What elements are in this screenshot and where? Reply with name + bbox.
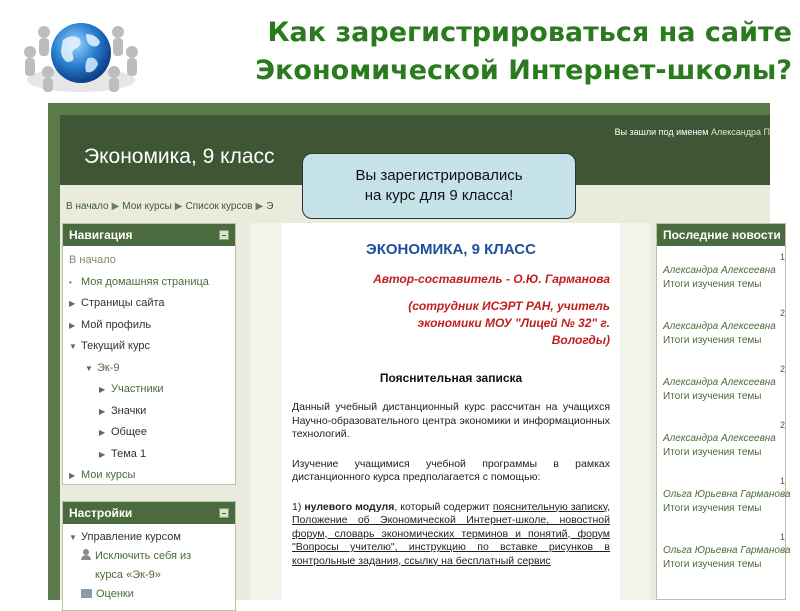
- paragraph-3-number: 1): [292, 500, 305, 513]
- person-icon: [81, 549, 91, 560]
- nav-item-label: Мои курсы: [81, 469, 136, 481]
- bullet-icon: •: [69, 277, 72, 287]
- news-link[interactable]: Итоги изучения темы: [663, 559, 762, 570]
- settings-block: [62, 501, 236, 611]
- news-item: [663, 414, 785, 470]
- nav-item-label: Тема 1: [111, 447, 147, 460]
- author-affiliation: [292, 298, 610, 349]
- settings-list: [63, 524, 235, 608]
- expand-arrow-icon: ▶: [99, 428, 106, 437]
- nav-item-my-home-page[interactable]: [69, 272, 229, 294]
- news-item: [663, 358, 785, 414]
- nav-item-label: Значки: [111, 404, 147, 417]
- paragraph-3-link[interactable]: пояснительную записку, Положение об Экономической Интернет-школе, новостной форум, словарь экономических терминов и понятий, форум "Вопросы учителю", инструкцию по вставке рисунков в контрольные задания, ссылку на бесплатный сервис: [292, 500, 610, 567]
- news-date: 1: [779, 252, 785, 262]
- nav-item-label: В начало: [69, 254, 116, 266]
- settings-item-grades[interactable]: [69, 585, 229, 604]
- settings-item-unenrol-cont[interactable]: [69, 566, 229, 585]
- expand-arrow-icon: ▶: [99, 406, 106, 416]
- news-date: 1: [779, 476, 785, 486]
- settings-item-label: Управление курсом: [81, 531, 181, 543]
- paragraph-1: Данный учебный дистанционный курс рассчитан на учащихся Научно-образовательного центра экономики и информационных технологий.: [292, 401, 610, 440]
- navigation-list: [63, 246, 235, 491]
- grades-icon: [81, 589, 92, 598]
- breadcrumb-separator-icon: ▶: [111, 201, 120, 212]
- nav-item-general[interactable]: [69, 422, 229, 444]
- news-link[interactable]: Итоги изучения темы: [663, 279, 762, 290]
- callout-line1: Вы зарегистрировались: [355, 167, 523, 184]
- slide-title: [152, 14, 792, 90]
- recent-news-header: Последние новости: [657, 224, 785, 246]
- breadcrumb-home[interactable]: В начало: [66, 201, 109, 212]
- navigation-block-header: [63, 224, 235, 246]
- nav-item-badges[interactable]: [69, 401, 229, 423]
- expand-arrow-icon: ▶: [99, 385, 106, 394]
- settings-item-unenrol[interactable]: [69, 547, 229, 566]
- news-link[interactable]: Итоги изучения темы: [663, 447, 762, 458]
- nav-item-label: Общее: [111, 426, 148, 438]
- settings-item-course-admin[interactable]: [69, 528, 229, 547]
- news-item: [663, 526, 791, 582]
- login-prefix: Вы зашли под именем: [614, 127, 711, 137]
- breadcrumb-separator-icon: ▶: [255, 201, 264, 212]
- login-user-link[interactable]: Александра П: [710, 127, 770, 137]
- settings-title: Настройки: [69, 506, 133, 520]
- slide-title-line1: Как зарегистрироваться на сайте: [267, 17, 792, 48]
- callout-line2: на курс для 9 класса!: [364, 187, 514, 204]
- expand-arrow-icon: ▶: [69, 320, 76, 330]
- nav-item-label: Моя домашняя страница: [81, 275, 209, 288]
- collapse-icon[interactable]: [219, 230, 229, 240]
- login-info: [615, 127, 770, 137]
- registration-callout: [302, 153, 576, 219]
- news-author: Ольга Юрьевна Гарманова: [663, 489, 791, 500]
- expand-arrow-icon: ▶: [69, 299, 76, 308]
- nav-item-my-profile[interactable]: [69, 315, 229, 337]
- affiliation-line2: экономики МОУ "Лицей № 32" г.: [417, 316, 610, 330]
- expand-arrow-icon: ▶: [99, 449, 106, 459]
- slide-title-line2: Экономической Интернет-школы?: [255, 55, 792, 86]
- news-date: 2: [779, 364, 785, 374]
- nav-item-course-ek9[interactable]: [69, 358, 229, 380]
- paragraph-3-text: , который содержит: [394, 500, 493, 513]
- news-item: [663, 246, 785, 302]
- paragraph-3-bold: нулевого модуля: [304, 500, 395, 513]
- news-link[interactable]: Итоги изучения темы: [663, 335, 762, 346]
- navigation-block: [62, 223, 236, 485]
- main-content: [250, 223, 650, 600]
- section-heading: Пояснительная записка: [379, 371, 523, 385]
- nav-item-participants[interactable]: [69, 379, 229, 401]
- paragraph-2: Изучение учащимися учебной программы в рамках дистанционного курса предполагается с помощью:: [292, 457, 610, 483]
- news-author: Александра Алексеевна: [663, 265, 776, 276]
- nav-item-my-courses[interactable]: [69, 465, 229, 487]
- nav-item-label: Мой профиль: [81, 318, 152, 331]
- recent-news-block: [656, 223, 791, 600]
- nav-item-site-pages[interactable]: [69, 293, 229, 315]
- nav-item-current-course[interactable]: [69, 336, 229, 358]
- settings-item-label: Оценки: [96, 588, 134, 600]
- expand-arrow-icon: ▶: [69, 471, 76, 480]
- collapse-arrow-icon: ▼: [69, 342, 77, 351]
- news-date: 1: [779, 532, 785, 542]
- settings-item-label: курса «Эк-9»: [95, 569, 161, 581]
- course-author: Автор-составитель - О.Ю. Гарманова: [373, 272, 610, 286]
- recent-news-list: [657, 246, 791, 582]
- news-author: Александра Алексеевна: [663, 377, 776, 388]
- navigation-title: Навигация: [69, 228, 133, 242]
- nav-item-topic1[interactable]: [69, 444, 229, 466]
- affiliation-line3: Вологды): [551, 333, 610, 347]
- nav-item-label: Участники: [111, 383, 164, 395]
- breadcrumb-current[interactable]: Э: [266, 201, 274, 212]
- news-author: Александра Алексеевна: [663, 433, 776, 444]
- course-description: [282, 223, 620, 600]
- breadcrumb-my-courses[interactable]: Мои курсы: [122, 201, 172, 212]
- site-title[interactable]: Экономика, 9 класс: [84, 145, 275, 168]
- news-link[interactable]: Итоги изучения темы: [663, 503, 762, 514]
- news-author: Ольга Юрьевна Гарманова: [663, 545, 791, 556]
- news-link[interactable]: Итоги изучения темы: [663, 391, 762, 402]
- globe-logo-icon: [18, 10, 144, 96]
- settings-item-label: Исключить себя из: [95, 550, 192, 562]
- collapse-arrow-icon: ▼: [85, 363, 93, 373]
- settings-block-header: [63, 502, 235, 524]
- nav-item-label: Эк-9: [97, 361, 120, 374]
- news-date: 2: [779, 420, 785, 430]
- course-title: ЭКОНОМИКА, 9 КЛАСС: [366, 241, 536, 258]
- collapse-icon[interactable]: [219, 508, 229, 518]
- collapse-arrow-icon: ▼: [69, 533, 77, 542]
- breadcrumb: [66, 201, 273, 212]
- news-author: Александра Алексеевна: [663, 321, 776, 332]
- news-item: [663, 470, 791, 526]
- news-item: [663, 302, 785, 358]
- nav-item-label: Текущий курс: [81, 340, 150, 352]
- affiliation-line1: (сотрудник ИСЭРТ РАН, учитель: [408, 299, 610, 313]
- paragraph-3: [292, 501, 610, 569]
- nav-item-home[interactable]: [69, 250, 229, 272]
- news-date: 2: [779, 308, 785, 318]
- breadcrumb-course-list[interactable]: Список курсов: [185, 201, 253, 212]
- breadcrumb-separator-icon: ▶: [174, 201, 183, 212]
- nav-item-label: Страницы сайта: [81, 297, 165, 309]
